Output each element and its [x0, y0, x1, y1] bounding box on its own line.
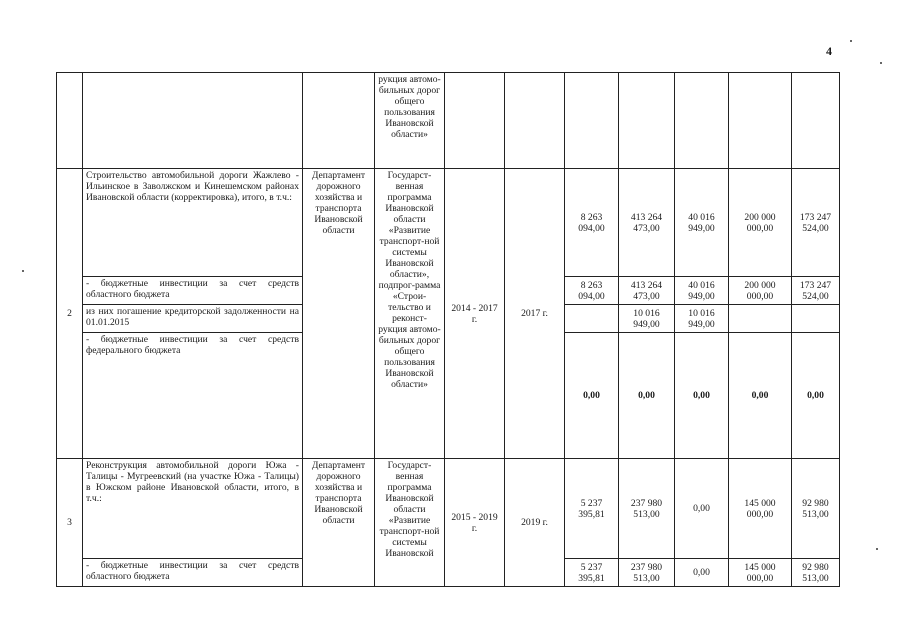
- program-cell: рукция автомо-бильных дорог общего пользования Ивановской области»: [375, 73, 445, 169]
- amount-cell: 40 016 949,00: [675, 277, 729, 305]
- amount-cell: 8 263 094,00: [565, 169, 619, 277]
- department-cell: Департамент дорожного хозяйства и транспорта Ивановской области: [303, 459, 375, 587]
- object-title: Строительство автомобильной дороги Жажлево - Ильинское в Заволжском и Кинешемском районах Ивановской области (корректировка), итого, в т.ч.:: [83, 169, 303, 277]
- row-label: из них погашение кредиторской задолженности на 01.01.2015: [83, 305, 303, 333]
- amount-cell: 145 000 000,00: [729, 559, 792, 587]
- amount-cell: 173 247 524,00: [792, 169, 840, 277]
- object-title: Реконструкция автомобильной дороги Южа - Талицы - Мугреевский (на участке Южа - Талицы) в Южском районе Ивановской области, итого, в т.ч.:: [83, 459, 303, 559]
- amount-cell: 92 980 513,00: [792, 559, 840, 587]
- amount-cell: 237 980 513,00: [619, 559, 675, 587]
- period-cell: 2014 - 2017 г.: [445, 169, 505, 459]
- amount-cell: 5 237 395,81: [565, 459, 619, 559]
- row-number: 2: [57, 169, 83, 459]
- year-cell: 2017 г.: [505, 169, 565, 459]
- scan-speck: [22, 270, 24, 272]
- amount-cell: 0,00: [729, 333, 792, 459]
- row-number: 3: [57, 459, 83, 587]
- amount-cell: 413 264 473,00: [619, 169, 675, 277]
- amount-cell: 0,00: [675, 459, 729, 559]
- amount-cell: 0,00: [675, 559, 729, 587]
- row-label: - бюджетные инвестиции за счет средств областного бюджета: [83, 277, 303, 305]
- amount-cell: 0,00: [565, 333, 619, 459]
- page-number: 4: [826, 44, 832, 58]
- amount-cell: 0,00: [675, 333, 729, 459]
- amount-cell: 200 000 000,00: [729, 169, 792, 277]
- amount-cell: 10 016 949,00: [675, 305, 729, 333]
- investment-table: [56, 72, 840, 587]
- table-row: [57, 459, 840, 559]
- amount-cell: 145 000 000,00: [729, 459, 792, 559]
- amount-cell: 92 980 513,00: [792, 459, 840, 559]
- program-cell: Государст-венная программа Ивановской области «Развитие транспорт-ной системы Ивановской области», подпрог-рамма «Строи-тельство и реконст-рукция автомо-бильных дорог общего пользования Ивановской области»: [375, 169, 445, 459]
- amount-cell: 200 000 000,00: [729, 277, 792, 305]
- period-cell: 2015 - 2019 г.: [445, 459, 505, 587]
- scan-speck: [850, 40, 852, 42]
- amount-cell: 5 237 395,81: [565, 559, 619, 587]
- year-cell: 2019 г.: [505, 459, 565, 587]
- amount-cell: 8 263 094,00: [565, 277, 619, 305]
- amount-cell: 40 016 949,00: [675, 169, 729, 277]
- amount-cell: 10 016 949,00: [619, 305, 675, 333]
- row-label: - бюджетные инвестиции за счет средств федерального бюджета: [83, 333, 303, 459]
- table-row: [57, 169, 840, 277]
- amount-cell: 237 980 513,00: [619, 459, 675, 559]
- department-cell: Департамент дорожного хозяйства и транспорта Ивановской области: [303, 169, 375, 459]
- scan-speck: [876, 548, 878, 550]
- amount-cell: 413 264 473,00: [619, 277, 675, 305]
- scan-speck: [880, 62, 882, 64]
- row-label: - бюджетные инвестиции за счет средств областного бюджета: [83, 559, 303, 587]
- amount-cell: 173 247 524,00: [792, 277, 840, 305]
- amount-cell: 0,00: [792, 333, 840, 459]
- continued-row: [57, 73, 840, 169]
- program-cell: Государст-венная программа Ивановской области «Развитие транспорт-ной системы Ивановской: [375, 459, 445, 587]
- amount-cell: 0,00: [619, 333, 675, 459]
